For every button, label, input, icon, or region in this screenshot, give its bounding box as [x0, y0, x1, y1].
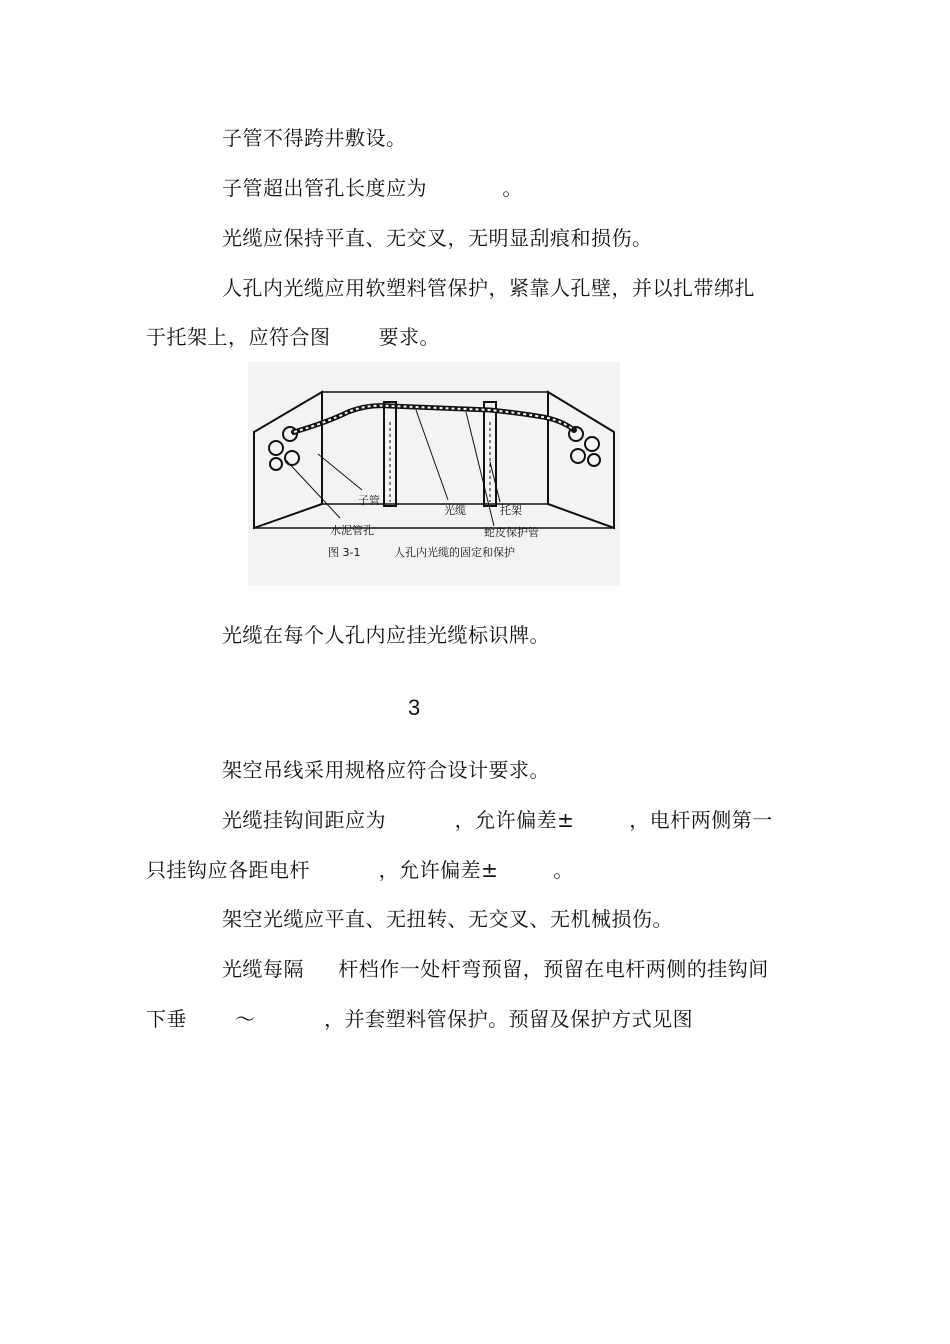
label-snakeskin: 蛇皮保护管 — [484, 526, 539, 539]
text-line-12: 下垂 ～ ，并套塑料管保护。预留及保护方式见图 — [146, 1007, 694, 1031]
left-wall — [254, 392, 322, 528]
right-wall — [548, 392, 614, 528]
right-duct-holes — [569, 427, 600, 466]
label-bracket: 托架 — [500, 504, 522, 517]
text-line-6: 光缆在每个人孔内应挂光缆标识牌。 — [222, 623, 550, 647]
text-line-1: 子管不得跨井敷设。 — [222, 126, 407, 150]
text-line-2: 子管超出管孔长度应为 。 — [222, 176, 523, 200]
manhole-cable-figure — [248, 362, 620, 586]
page-number: 3 — [408, 695, 421, 720]
text-line-11: 光缆每隔 杆档作一处杆弯预留，预留在电杆两侧的挂钩间 — [222, 957, 769, 981]
figure-caption-text: 人孔内光缆的固定和保护 — [394, 546, 515, 559]
label-duct-hole: 水泥管孔 — [330, 524, 374, 537]
figure-caption-number: 图 3-1 — [328, 546, 361, 559]
text-line-3: 光缆应保持平直、无交叉，无明显刮痕和损伤。 — [222, 226, 653, 250]
text-line-10: 架空光缆应平直、无扭转、无交叉、无机械损伤。 — [222, 907, 673, 931]
label-cable: 光缆 — [444, 504, 466, 517]
text-line-5: 于托架上，应符合图 要求。 — [146, 325, 441, 349]
label-subduct: 子管 — [358, 494, 380, 507]
text-line-4: 人孔内光缆应用软塑料管保护，紧靠人孔壁，并以扎带绑扎 — [222, 276, 755, 300]
text-line-8: 光缆挂钩间距应为 ，允许偏差± ，电杆两侧第一 — [222, 808, 773, 832]
text-line-9: 只挂钩应各距电杆 ，允许偏差± 。 — [146, 858, 574, 882]
protected-cable — [294, 406, 574, 432]
text-line-7: 架空吊线采用规格应符合设计要求。 — [222, 758, 550, 782]
